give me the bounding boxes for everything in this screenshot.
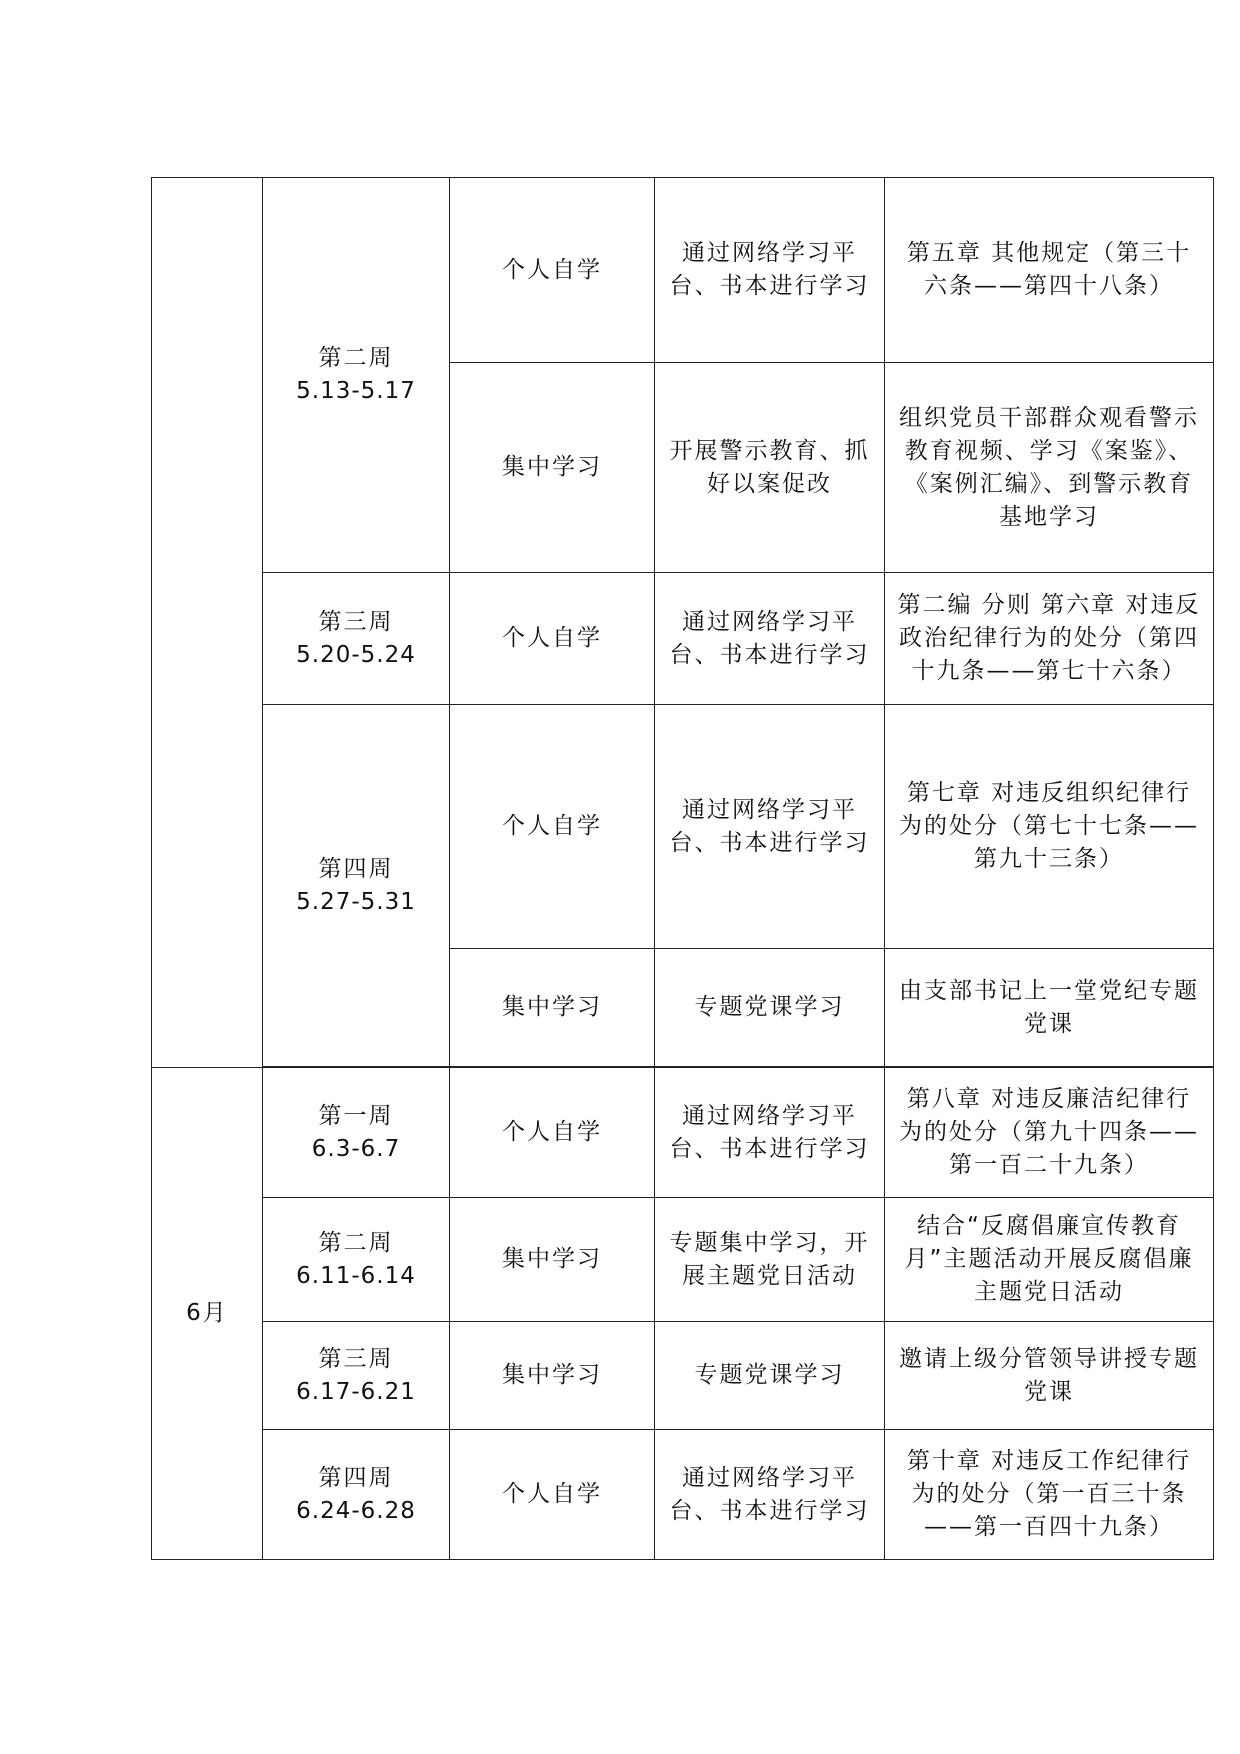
study-content: 组织党员干部群众观看警示教育视频、学习《案鉴》、《案例汇编》、到警示教育基地学习 [885, 363, 1214, 573]
week-dates: 5.27-5.31 [296, 888, 416, 915]
study-method: 通过网络学习平台、书本进行学习 [655, 178, 885, 363]
table-row [152, 1430, 1214, 1560]
table-row [152, 1322, 1214, 1430]
study-type: 个人自学 [450, 1430, 655, 1560]
week-name: 第四周 [318, 855, 394, 882]
week-name: 第三周 [318, 608, 394, 635]
study-type: 集中学习 [450, 363, 655, 573]
study-type: 个人自学 [450, 1068, 655, 1198]
study-method: 通过网络学习平台、书本进行学习 [655, 573, 885, 705]
week-cell [263, 1430, 450, 1560]
study-content: 第二编 分则 第六章 对违反政治纪律行为的处分（第四十九条——第七十六条） [885, 573, 1214, 705]
study-content: 第七章 对违反组织纪律行为的处分（第七十七条——第九十三条） [885, 705, 1214, 949]
study-content: 第八章 对违反廉洁纪律行为的处分（第九十四条——第一百二十九条） [885, 1068, 1214, 1198]
week-name: 第二周 [318, 345, 394, 371]
study-method: 开展警示教育、抓好以案促改 [655, 363, 885, 573]
table-row [152, 178, 1214, 363]
table-row [152, 1198, 1214, 1322]
week-dates: 6.11-6.14 [296, 1262, 416, 1289]
week-dates: 6.24-6.28 [296, 1497, 416, 1524]
week-name: 第四周 [318, 1464, 394, 1491]
study-method: 专题党课学习 [655, 949, 885, 1067]
table-row [152, 1068, 1214, 1198]
week-name: 第二周 [318, 1229, 394, 1256]
study-type: 集中学习 [450, 1322, 655, 1430]
study-content: 由支部书记上一堂党纪专题党课 [885, 949, 1214, 1067]
study-type: 个人自学 [450, 573, 655, 705]
week-cell [263, 705, 450, 1067]
study-content: 第五章 其他规定（第三十六条——第四十八条） [885, 178, 1214, 363]
table-row [152, 573, 1214, 705]
week-dates: 5.20-5.24 [296, 641, 416, 668]
week-cell [263, 1198, 450, 1322]
study-schedule-table [151, 177, 1214, 1560]
study-method: 专题党课学习 [655, 1322, 885, 1430]
study-method: 通过网络学习平台、书本进行学习 [655, 1068, 885, 1198]
study-content: 结合“反腐倡廉宣传教育月”主题活动开展反腐倡廉主题党日活动 [885, 1198, 1214, 1322]
month-cell-may [152, 178, 263, 1068]
week-name: 第三周 [318, 1345, 394, 1372]
week-dates: 5.13-5.17 [296, 378, 416, 404]
study-type: 个人自学 [450, 705, 655, 949]
month-cell-june: 6月 [152, 1068, 263, 1560]
week-cell [263, 1068, 450, 1198]
week-cell [263, 1322, 450, 1430]
week-cell [263, 573, 450, 705]
week-name: 第一周 [318, 1102, 394, 1129]
study-method: 专题集中学习，开展主题党日活动 [655, 1198, 885, 1322]
week-dates: 6.3-6.7 [311, 1135, 401, 1162]
study-type: 集中学习 [450, 949, 655, 1067]
week-dates: 6.17-6.21 [296, 1378, 416, 1405]
study-method: 通过网络学习平台、书本进行学习 [655, 1430, 885, 1560]
study-type: 集中学习 [450, 1198, 655, 1322]
study-content: 第十章 对违反工作纪律行为的处分（第一百三十条——第一百四十九条） [885, 1430, 1214, 1560]
study-method: 通过网络学习平台、书本进行学习 [655, 705, 885, 949]
table-row [152, 705, 1214, 949]
study-content: 邀请上级分管领导讲授专题党课 [885, 1322, 1214, 1430]
week-cell [263, 178, 450, 573]
study-type: 个人自学 [450, 178, 655, 363]
